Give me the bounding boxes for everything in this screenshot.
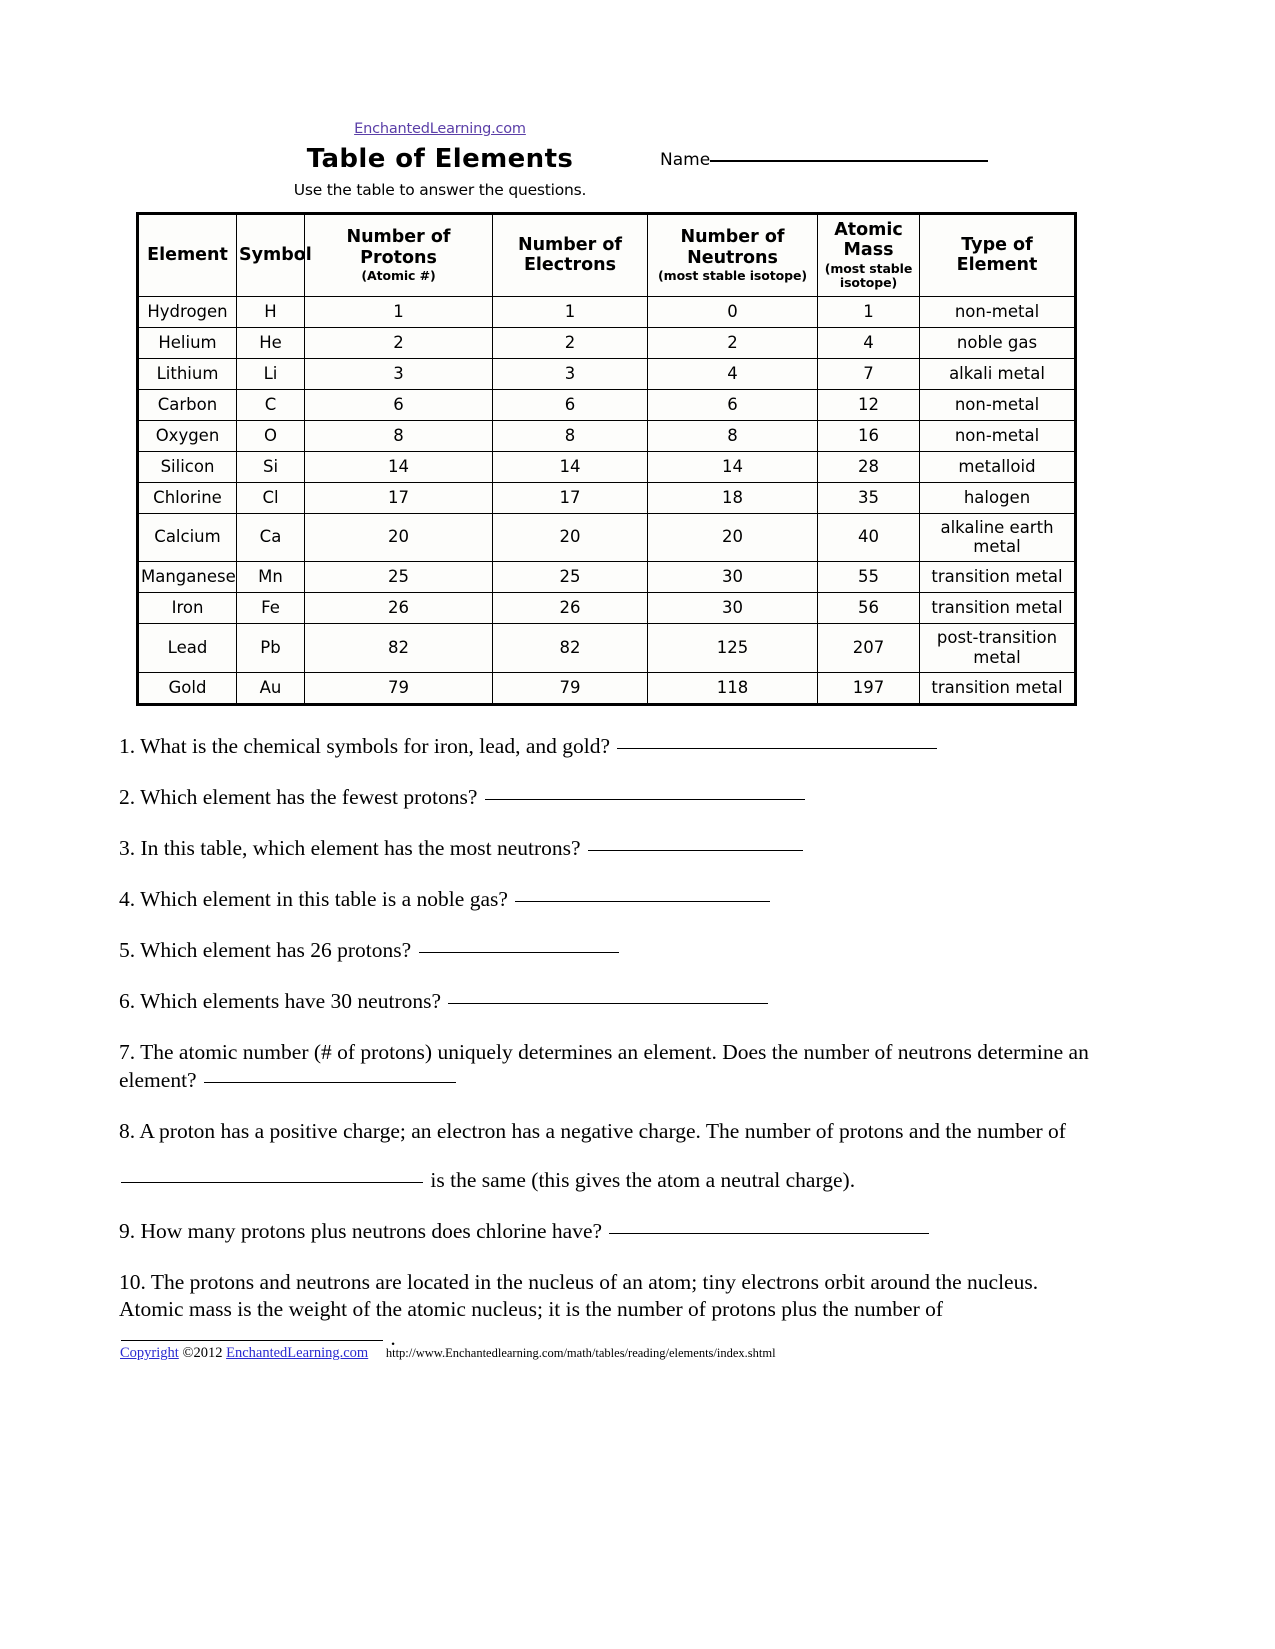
element-type-cell: post-transition metal bbox=[920, 624, 1076, 673]
element-mass-cell: 56 bbox=[818, 593, 920, 624]
table-row bbox=[138, 358, 1076, 389]
element-mass-cell: 55 bbox=[818, 562, 920, 593]
elements-table-wrapper bbox=[136, 212, 1077, 706]
table-header-row bbox=[138, 214, 1076, 297]
answer-blank[interactable] bbox=[515, 900, 770, 902]
element-type-cell: non-metal bbox=[920, 420, 1076, 451]
enchantedlearning-header-link[interactable]: EnchantedLearning.com bbox=[354, 121, 526, 137]
element-type-cell: alkaline earth metal bbox=[920, 513, 1076, 562]
element-neutrons-cell: 8 bbox=[648, 420, 818, 451]
element-name-cell: Lead bbox=[138, 624, 237, 673]
col-header-protons bbox=[305, 214, 493, 297]
element-electrons-cell: 26 bbox=[493, 593, 648, 624]
enchantedlearning-footer-link[interactable]: EnchantedLearning.com bbox=[226, 1345, 369, 1361]
table-row bbox=[138, 482, 1076, 513]
col-header-protons-sub: (Atomic #) bbox=[361, 267, 436, 283]
element-protons-cell: 82 bbox=[305, 624, 493, 673]
element-symbol-cell: Li bbox=[237, 358, 305, 389]
element-name-cell: Hydrogen bbox=[138, 296, 237, 327]
element-symbol-cell: Mn bbox=[237, 562, 305, 593]
question-text: The atomic number (# of protons) uniquely determines an element. Does the number of neutrons determine an element? bbox=[119, 1040, 1089, 1092]
question-number: 4. bbox=[119, 887, 136, 912]
page-subtitle: Use the table to answer the questions. bbox=[293, 181, 587, 199]
element-symbol-cell: Ca bbox=[237, 513, 305, 562]
question-number: 10. bbox=[119, 1269, 146, 1294]
question-text: How many protons plus neutrons does chlorine have? bbox=[140, 1218, 603, 1243]
element-protons-cell: 14 bbox=[305, 451, 493, 482]
table-row bbox=[138, 672, 1076, 704]
question-text: What is the chemical symbols for iron, lead, and gold? bbox=[140, 734, 611, 758]
answer-blank[interactable] bbox=[121, 1339, 383, 1341]
col-header-atomic-mass-sub: (most stable isotope) bbox=[824, 260, 913, 291]
page-title: Table of Elements bbox=[306, 144, 574, 174]
question-continuation bbox=[119, 1167, 1099, 1194]
element-protons-cell: 2 bbox=[305, 327, 493, 358]
answer-blank[interactable] bbox=[448, 1002, 768, 1004]
answer-blank[interactable] bbox=[121, 1181, 423, 1183]
answer-blank[interactable] bbox=[588, 849, 803, 851]
element-protons-cell: 26 bbox=[305, 593, 493, 624]
element-name-cell: Gold bbox=[138, 672, 237, 704]
elements-table-body bbox=[138, 296, 1076, 704]
col-header-atomic-mass-label: Atomic Mass bbox=[834, 220, 903, 261]
table-row bbox=[138, 593, 1076, 624]
element-symbol-cell: H bbox=[237, 296, 305, 327]
element-type-cell: alkali metal bbox=[920, 358, 1076, 389]
question-item bbox=[119, 1269, 1099, 1352]
elements-table bbox=[136, 212, 1077, 706]
element-name-cell: Silicon bbox=[138, 451, 237, 482]
question-trailing-text: . bbox=[390, 1326, 396, 1351]
name-label: Name bbox=[660, 150, 711, 170]
element-electrons-cell: 17 bbox=[493, 482, 648, 513]
question-text: Which element has the fewest protons? bbox=[140, 785, 478, 810]
answer-blank[interactable] bbox=[204, 1081, 456, 1083]
answer-blank[interactable] bbox=[485, 798, 805, 800]
element-mass-cell: 7 bbox=[818, 358, 920, 389]
question-number: 8. bbox=[119, 1118, 136, 1143]
element-symbol-cell: Cl bbox=[237, 482, 305, 513]
question-number: 1. bbox=[119, 734, 136, 758]
element-electrons-cell: 8 bbox=[493, 420, 648, 451]
question-text: Which element has 26 protons? bbox=[140, 938, 412, 963]
element-symbol-cell: Si bbox=[237, 451, 305, 482]
element-mass-cell: 35 bbox=[818, 482, 920, 513]
element-neutrons-cell: 20 bbox=[648, 513, 818, 562]
element-protons-cell: 6 bbox=[305, 389, 493, 420]
question-item bbox=[119, 1039, 1099, 1093]
element-symbol-cell: Pb bbox=[237, 624, 305, 673]
col-header-neutrons bbox=[648, 214, 818, 297]
question-text: Which elements have 30 neutrons? bbox=[140, 989, 442, 1014]
questions-list bbox=[119, 733, 1099, 1376]
question-item bbox=[119, 988, 1099, 1015]
element-electrons-cell: 6 bbox=[493, 389, 648, 420]
element-electrons-cell: 20 bbox=[493, 513, 648, 562]
element-type-cell: non-metal bbox=[920, 296, 1076, 327]
element-name-cell: Helium bbox=[138, 327, 237, 358]
question-number: 5. bbox=[119, 938, 136, 963]
table-row bbox=[138, 420, 1076, 451]
element-symbol-cell: Au bbox=[237, 672, 305, 704]
copyright-link[interactable]: Copyright bbox=[120, 1345, 179, 1361]
footer-url: http://www.Enchantedlearning.com/math/tables/reading/elements/index.shtml bbox=[385, 1346, 776, 1360]
element-name-cell: Lithium bbox=[138, 358, 237, 389]
table-row bbox=[138, 562, 1076, 593]
element-name-cell: Iron bbox=[138, 593, 237, 624]
element-neutrons-cell: 2 bbox=[648, 327, 818, 358]
element-protons-cell: 8 bbox=[305, 420, 493, 451]
question-text: The protons and neutrons are located in the nucleus of an atom; tiny electrons orbit around the nucleus. Atomic mass is the weight of the atomic nucleus; it is the number of protons plus the number of bbox=[119, 1269, 1039, 1321]
table-row bbox=[138, 327, 1076, 358]
element-name-cell: Chlorine bbox=[138, 482, 237, 513]
element-neutrons-cell: 18 bbox=[648, 482, 818, 513]
element-mass-cell: 28 bbox=[818, 451, 920, 482]
element-neutrons-cell: 14 bbox=[648, 451, 818, 482]
question-trailing-text: is the same (this gives the atom a neutral charge). bbox=[430, 1167, 856, 1192]
question-item bbox=[119, 784, 1099, 811]
table-row bbox=[138, 389, 1076, 420]
question-item bbox=[119, 886, 1099, 913]
col-header-type bbox=[920, 214, 1076, 297]
student-name-field[interactable] bbox=[660, 150, 988, 170]
header-left-block bbox=[205, 120, 675, 199]
element-electrons-cell: 2 bbox=[493, 327, 648, 358]
question-item bbox=[119, 1118, 1099, 1194]
question-number: 3. bbox=[119, 836, 136, 861]
element-name-cell: Manganese bbox=[138, 562, 237, 593]
col-header-element bbox=[138, 214, 237, 297]
element-mass-cell: 207 bbox=[818, 624, 920, 673]
element-type-cell: non-metal bbox=[920, 389, 1076, 420]
element-protons-cell: 17 bbox=[305, 482, 493, 513]
element-name-cell: Oxygen bbox=[138, 420, 237, 451]
element-name-cell: Carbon bbox=[138, 389, 237, 420]
question-item bbox=[119, 733, 1099, 760]
element-mass-cell: 40 bbox=[818, 513, 920, 562]
element-name-cell: Calcium bbox=[138, 513, 237, 562]
element-electrons-cell: 1 bbox=[493, 296, 648, 327]
element-neutrons-cell: 125 bbox=[648, 624, 818, 673]
col-header-electrons bbox=[493, 214, 648, 297]
answer-blank[interactable] bbox=[609, 1232, 929, 1234]
element-type-cell: metalloid bbox=[920, 451, 1076, 482]
element-neutrons-cell: 30 bbox=[648, 593, 818, 624]
question-item bbox=[119, 835, 1099, 862]
name-blank-line[interactable] bbox=[710, 159, 988, 162]
table-row bbox=[138, 451, 1076, 482]
element-mass-cell: 12 bbox=[818, 389, 920, 420]
answer-blank[interactable] bbox=[617, 747, 937, 749]
element-protons-cell: 20 bbox=[305, 513, 493, 562]
element-electrons-cell: 14 bbox=[493, 451, 648, 482]
col-header-electrons-label: Number of Electrons bbox=[517, 235, 623, 276]
element-electrons-cell: 82 bbox=[493, 624, 648, 673]
element-mass-cell: 1 bbox=[818, 296, 920, 327]
question-item bbox=[119, 1218, 1099, 1245]
element-symbol-cell: Fe bbox=[237, 593, 305, 624]
question-number: 7. bbox=[119, 1040, 136, 1065]
element-symbol-cell: He bbox=[237, 327, 305, 358]
col-header-symbol-label: Symbol bbox=[239, 245, 312, 266]
element-mass-cell: 197 bbox=[818, 672, 920, 704]
question-number: 9. bbox=[119, 1218, 136, 1243]
element-protons-cell: 3 bbox=[305, 358, 493, 389]
col-header-symbol bbox=[237, 214, 312, 297]
question-text: A proton has a positive charge; an electron has a negative charge. The number of protons and the number of bbox=[139, 1118, 1066, 1143]
element-protons-cell: 25 bbox=[305, 562, 493, 593]
element-type-cell: noble gas bbox=[920, 327, 1076, 358]
element-neutrons-cell: 4 bbox=[648, 358, 818, 389]
col-header-neutrons-label: Number of Neutrons bbox=[680, 227, 785, 268]
element-type-cell: halogen bbox=[920, 482, 1076, 513]
element-type-cell: transition metal bbox=[920, 593, 1076, 624]
col-header-type-label: Type of Element bbox=[956, 235, 1038, 276]
element-symbol-cell: C bbox=[237, 389, 305, 420]
element-neutrons-cell: 6 bbox=[648, 389, 818, 420]
element-neutrons-cell: 0 bbox=[648, 296, 818, 327]
element-type-cell: transition metal bbox=[920, 562, 1076, 593]
element-type-cell: transition metal bbox=[920, 672, 1076, 704]
question-text: Which element in this table is a noble gas? bbox=[140, 887, 508, 912]
table-row bbox=[138, 624, 1076, 673]
answer-blank[interactable] bbox=[419, 951, 619, 953]
element-protons-cell: 1 bbox=[305, 296, 493, 327]
page-footer bbox=[120, 1345, 776, 1362]
question-number: 6. bbox=[119, 989, 136, 1014]
col-header-protons-label: Number of Protons bbox=[346, 227, 451, 268]
col-header-element-label: Element bbox=[147, 245, 228, 266]
question-text: In this table, which element has the most neutrons? bbox=[140, 836, 581, 861]
question-item bbox=[119, 937, 1099, 964]
element-mass-cell: 16 bbox=[818, 420, 920, 451]
col-header-neutrons-sub: (most stable isotope) bbox=[658, 267, 807, 283]
element-electrons-cell: 3 bbox=[493, 358, 648, 389]
copyright-symbol: ©2012 bbox=[182, 1345, 223, 1361]
col-header-atomic-mass bbox=[818, 214, 920, 297]
element-electrons-cell: 25 bbox=[493, 562, 648, 593]
table-row bbox=[138, 513, 1076, 562]
element-neutrons-cell: 118 bbox=[648, 672, 818, 704]
element-symbol-cell: O bbox=[237, 420, 305, 451]
table-row bbox=[138, 296, 1076, 327]
element-mass-cell: 4 bbox=[818, 327, 920, 358]
element-protons-cell: 79 bbox=[305, 672, 493, 704]
question-number: 2. bbox=[119, 785, 136, 810]
element-neutrons-cell: 30 bbox=[648, 562, 818, 593]
element-electrons-cell: 79 bbox=[493, 672, 648, 704]
